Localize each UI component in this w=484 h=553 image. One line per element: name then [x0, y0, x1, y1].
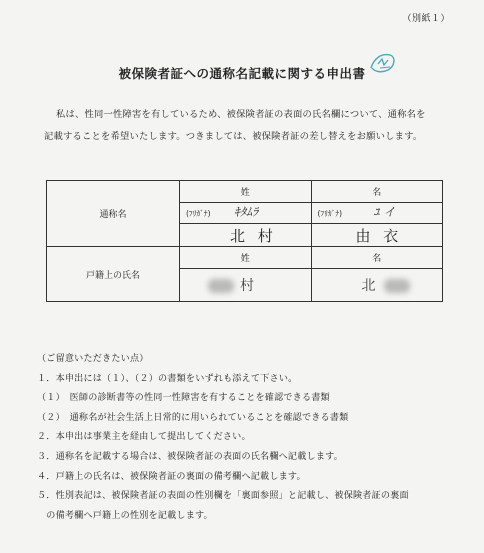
tsushomei-surname-value: 北 村: [230, 227, 277, 245]
tsushomei-label: 通称名: [47, 181, 180, 247]
attachment-label: （別紙１）: [402, 14, 450, 24]
furigana-label: (ﾌﾘｶﾞﾅ): [186, 209, 211, 218]
given-name-header: 名: [311, 181, 443, 203]
note-item: ５．性別表記は、被保険者証の表面の性別欄を「裏面参照」と記載し、被保険者証の裏面: [37, 491, 409, 502]
furigana-given-field[interactable]: [311, 203, 443, 224]
note-item: （２） 通称名が社会生活上日常的に用いられていることを確認できる書類: [37, 412, 349, 423]
note-item: （１） 医師の診断書等の性同一性障害を有することを確認できる書類: [37, 393, 330, 404]
note-item: ２．本申出は事業主を経由して提出してください。: [37, 432, 251, 443]
redaction-blur: [208, 279, 234, 293]
document-title: 被保険者証への通称名記載に関する申出書: [118, 66, 366, 81]
koseki-given-value: 北: [361, 278, 376, 294]
intro-line-1: 私は、性同一性障害を有しているため、被保険者証の表面の氏名欄について、通称名を: [56, 109, 426, 120]
tsushomei-given-value: 由 衣: [355, 227, 403, 245]
intro-text: [44, 104, 454, 148]
tsushomei-given-field[interactable]: [311, 224, 443, 247]
furigana-surname-field[interactable]: [180, 203, 312, 224]
given-name-header: 名: [311, 247, 443, 269]
furigana-surname-value: ｷﾀﾑﾗ: [234, 205, 259, 219]
note-item: の備考欄へ戸籍上の性別を記載します。: [37, 510, 213, 521]
handwritten-mark-icon: [368, 50, 398, 76]
furigana-label: (ﾌﾘｶﾞﾅ): [317, 209, 343, 218]
note-item: １．本申出には（１）、（２）の書類をいずれも添えて下さい。: [37, 373, 298, 384]
notes-section: [37, 350, 467, 526]
note-item: ３．通称名を記載する場合は、被保険者証の表面の氏名欄へ記載します。: [37, 451, 343, 462]
name-form-table: [46, 180, 443, 302]
furigana-given-value: ﾕ イ: [373, 205, 396, 219]
koseki-surname-field[interactable]: [180, 269, 312, 302]
surname-header: 姓: [180, 181, 312, 203]
tsushomei-surname-field[interactable]: [180, 224, 312, 247]
koseki-surname-value: 村: [240, 278, 254, 294]
surname-header: 姓: [180, 247, 312, 269]
koseki-given-field[interactable]: [311, 269, 443, 302]
notes-heading: （ご留意いただきたい点）: [37, 354, 149, 364]
intro-line-2: 記載することを希望いたします。つきましては、被保険者証の差し替えをお願いします。: [44, 131, 423, 142]
koseki-label: 戸籍上の氏名: [47, 247, 180, 302]
note-item: ４．戸籍上の氏名は、被保険者証の裏面の備考欄へ記載します。: [37, 471, 306, 482]
redaction-blur: [384, 279, 410, 293]
